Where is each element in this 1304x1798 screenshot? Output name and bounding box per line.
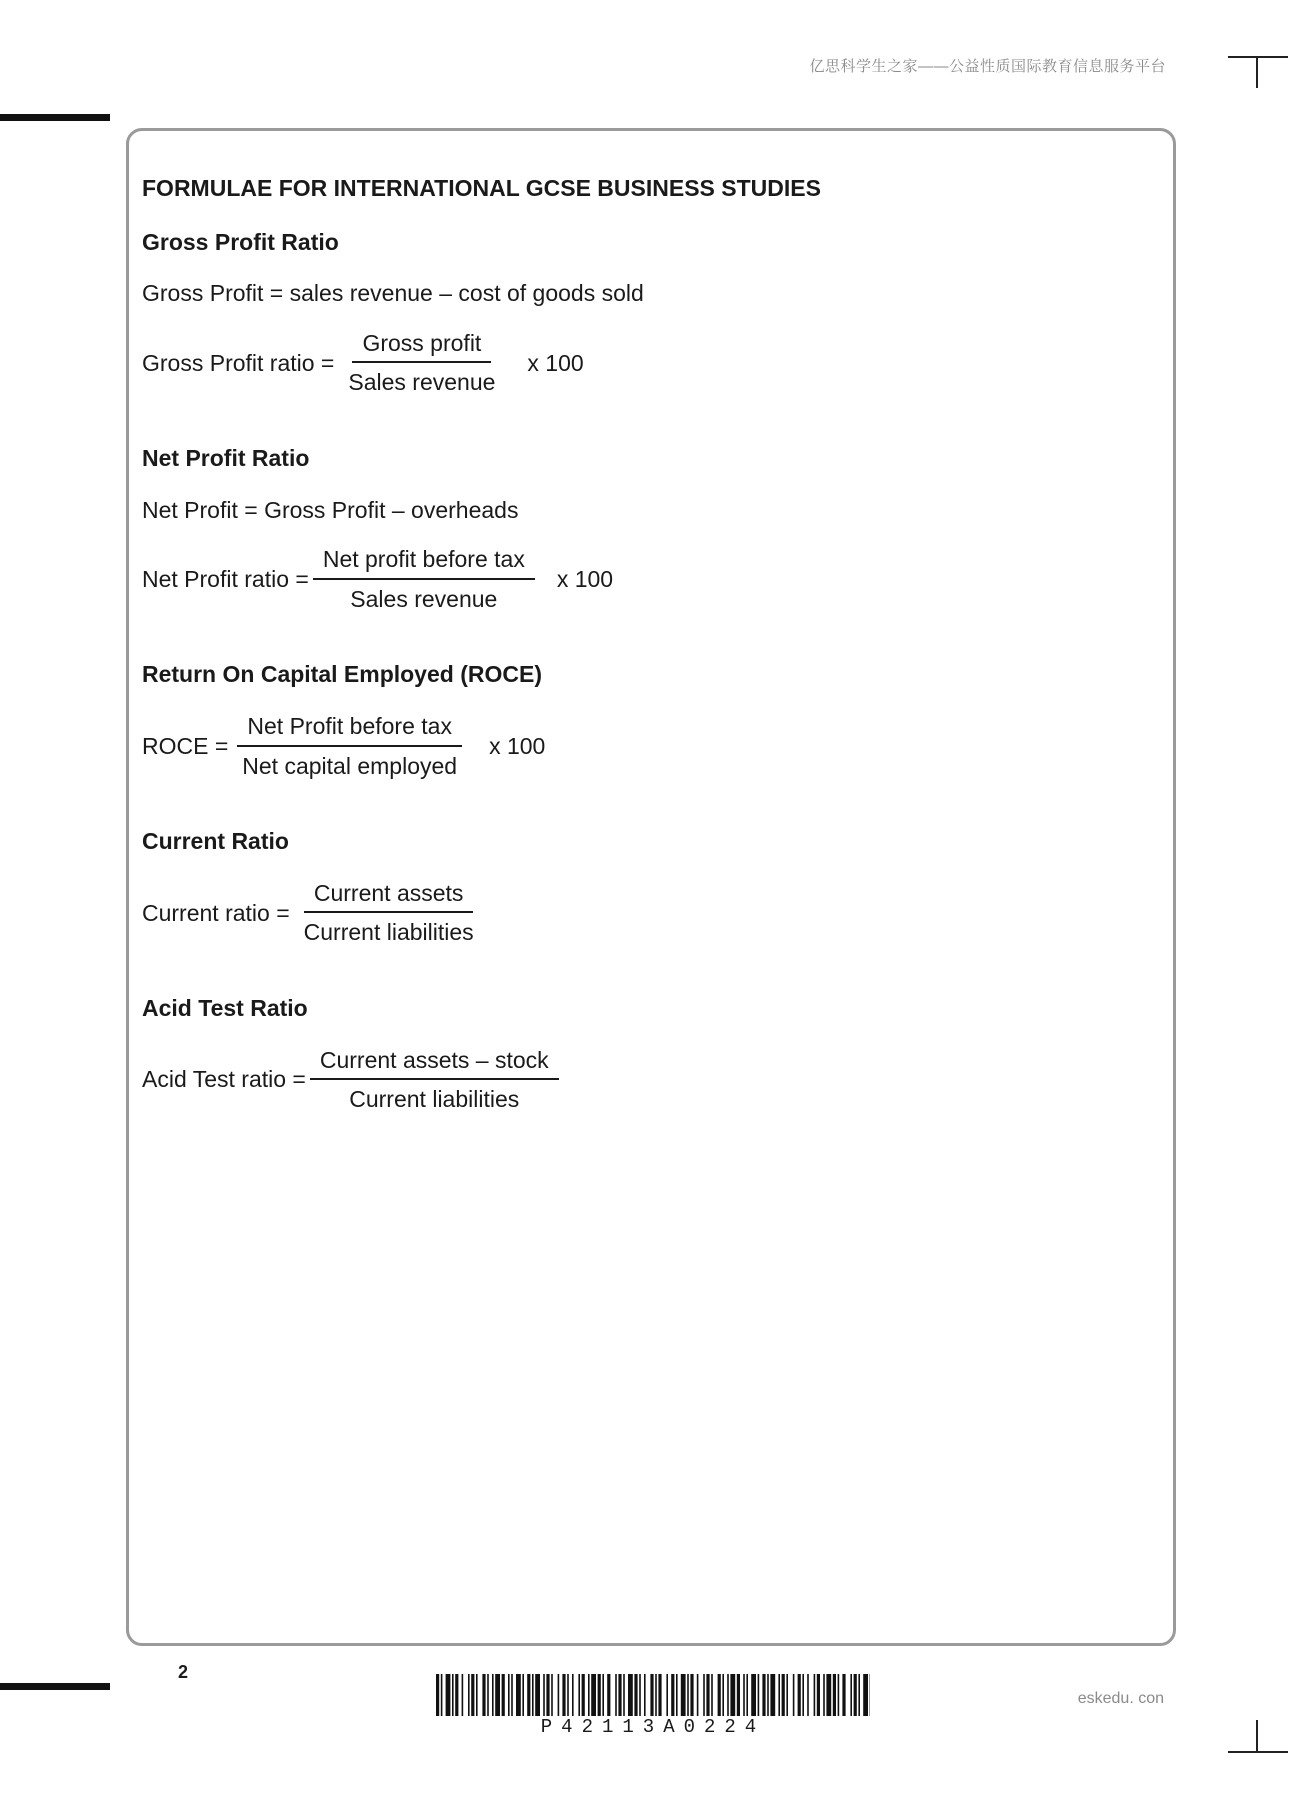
barcode-bar: [778, 1674, 780, 1716]
barcode-bar: [639, 1674, 641, 1716]
header-watermark: 亿思科学生之家——公益性质国际教育信息服务平台: [809, 58, 1166, 75]
multiplier: x 100: [489, 732, 546, 759]
barcode-bar: [687, 1674, 689, 1716]
barcode-bar: [782, 1674, 785, 1716]
barcode-bar: [863, 1674, 868, 1716]
barcode-bar: [492, 1674, 494, 1716]
barcode-bar: [623, 1674, 625, 1716]
barcode-bar: [751, 1674, 756, 1716]
barcode-bar: [650, 1674, 653, 1716]
barcode-bar: [706, 1674, 709, 1716]
crop-mark-top-right: [1228, 56, 1288, 58]
barcode-bar: [703, 1674, 705, 1716]
barcode-bar: [582, 1674, 585, 1716]
roce-heading: Return On Capital Employed (ROCE): [142, 661, 542, 688]
barcode-bar: [508, 1674, 510, 1716]
barcode-bar: [527, 1674, 530, 1716]
margin-bar-top: [0, 114, 110, 121]
footer-watermark: eskedu. con: [1077, 1690, 1164, 1707]
gross-profit-ratio-formula: [142, 330, 1142, 397]
barcode-bar: [618, 1674, 621, 1716]
page-title: FORMULAE FOR INTERNATIONAL GCSE BUSINESS STUDIES: [142, 175, 821, 201]
formula-lhs: Current ratio =: [142, 899, 290, 926]
denominator: Net capital employed: [242, 752, 458, 779]
barcode-bar: [746, 1674, 748, 1716]
barcode-bar: [455, 1674, 458, 1716]
barcode-bar: [495, 1674, 500, 1716]
numerator: Gross profit: [352, 330, 491, 364]
gross-profit-heading: Gross Profit Ratio: [142, 228, 339, 255]
barcode-bar: [833, 1674, 836, 1716]
barcode-bar: [476, 1674, 478, 1716]
barcode-bar: [758, 1674, 760, 1716]
barcode-bar: [452, 1674, 454, 1716]
barcode-bar: [562, 1674, 565, 1716]
formula-lhs: ROCE =: [142, 732, 229, 759]
barcode-bar: [697, 1674, 699, 1716]
multiplier: x 100: [556, 565, 614, 592]
barcode-bar: [730, 1674, 735, 1716]
barcode-bar: [578, 1674, 580, 1716]
barcode-bar: [516, 1674, 521, 1716]
fraction: [310, 1047, 559, 1114]
barcode-bar: [802, 1674, 804, 1716]
barcode-bar: [567, 1674, 569, 1716]
numerator: Current assets – stock: [310, 1047, 559, 1081]
barcode-bar: [482, 1674, 485, 1716]
fraction: [294, 880, 484, 947]
denominator: Sales revenue: [348, 369, 496, 396]
barcode-bar: [591, 1674, 596, 1716]
barcode-bar: [644, 1674, 646, 1716]
barcode-bar: [446, 1674, 451, 1716]
barcode: [436, 1674, 870, 1716]
fraction: [313, 546, 535, 613]
barcode-bar: [535, 1674, 540, 1716]
barcode-bar: [770, 1674, 775, 1716]
formula-lhs: Acid Test ratio =: [142, 1066, 306, 1093]
barcode-bar: [532, 1674, 534, 1716]
barcode-bar: [628, 1674, 633, 1716]
current-ratio-formula: [142, 880, 1142, 947]
barcode-bar: [522, 1674, 524, 1716]
barcode-bar: [762, 1674, 765, 1716]
barcode-bar: [602, 1674, 604, 1716]
barcode-bar: [502, 1674, 505, 1716]
barcode-bar: [823, 1674, 825, 1716]
barcode-bar: [634, 1674, 637, 1716]
barcode-bar: [722, 1674, 724, 1716]
formula-lhs: Net Profit ratio =: [142, 565, 309, 592]
net-profit-definition: Net Profit = Gross Profit – overheads: [142, 496, 519, 523]
barcode-bar: [551, 1674, 553, 1716]
barcode-bar: [817, 1674, 820, 1716]
current-ratio-heading: Current Ratio: [142, 828, 289, 855]
barcode-bar: [588, 1674, 590, 1716]
barcode-bar: [718, 1674, 721, 1716]
page-number: 2: [178, 1662, 189, 1682]
barcode-bar: [598, 1674, 601, 1716]
numerator: Net Profit before tax: [237, 713, 462, 747]
barcode-bar: [842, 1674, 845, 1716]
barcode-bar: [436, 1674, 439, 1716]
acid-test-heading: Acid Test Ratio: [142, 994, 308, 1021]
barcode-bar: [471, 1674, 474, 1716]
barcode-bar: [615, 1674, 617, 1716]
barcode-bar: [543, 1674, 545, 1716]
roce-formula: [142, 713, 1142, 780]
barcode-bar: [807, 1674, 809, 1716]
barcode-bar: [850, 1674, 852, 1716]
net-profit-ratio-formula: [142, 546, 1142, 613]
formula-content: [142, 175, 1142, 1154]
barcode-bar: [558, 1674, 560, 1716]
fraction: [232, 713, 467, 780]
barcode-bar: [468, 1674, 470, 1716]
barcode-bar: [737, 1674, 740, 1716]
crop-mark-bottom-right: [1228, 1751, 1288, 1753]
barcode-bar: [607, 1674, 610, 1716]
fraction: [338, 330, 505, 397]
barcode-bar: [681, 1674, 686, 1716]
denominator: Sales revenue: [350, 585, 498, 612]
barcode-bar: [487, 1674, 489, 1716]
barcode-bar: [727, 1674, 729, 1716]
barcode-bar: [858, 1674, 860, 1716]
barcode-bar: [690, 1674, 693, 1716]
barcode-bar: [666, 1674, 668, 1716]
barcode-bar: [854, 1674, 857, 1716]
multiplier: x 100: [527, 349, 584, 376]
barcode-bar: [838, 1674, 840, 1716]
barcode-bar: [786, 1674, 788, 1716]
barcode-bar: [572, 1674, 574, 1716]
barcode-bar: [671, 1674, 674, 1716]
barcode-bar: [743, 1674, 745, 1716]
denominator: Current liabilities: [303, 919, 474, 946]
barcode-bar: [655, 1674, 657, 1716]
numerator: Current assets: [304, 880, 474, 914]
barcode-bar: [711, 1674, 713, 1716]
margin-bar-bottom: [0, 1683, 110, 1690]
barcode-bar: [826, 1674, 831, 1716]
crop-mark-bottom-right-vertical: [1256, 1720, 1258, 1753]
net-profit-heading: Net Profit Ratio: [142, 444, 310, 471]
numerator: Net profit before tax: [313, 546, 535, 580]
barcode-bar: [546, 1674, 549, 1716]
barcode-bar: [814, 1674, 816, 1716]
barcode-bar: [658, 1674, 661, 1716]
barcode-text: P42113A0224: [540, 1716, 766, 1738]
crop-mark-top-right-vertical: [1256, 56, 1258, 88]
barcode-bar: [676, 1674, 678, 1716]
barcode-bar: [462, 1674, 464, 1716]
gross-profit-definition: Gross Profit = sales revenue – cost of goods sold: [142, 280, 644, 307]
barcode-bar: [793, 1674, 795, 1716]
barcode-bar: [511, 1674, 513, 1716]
barcode-bar: [767, 1674, 769, 1716]
barcode-bar: [441, 1674, 443, 1716]
barcode-bar: [798, 1674, 801, 1716]
formula-lhs: Gross Profit ratio =: [142, 349, 335, 376]
acid-test-formula: [142, 1047, 1142, 1114]
denominator: Current liabilities: [349, 1086, 520, 1113]
